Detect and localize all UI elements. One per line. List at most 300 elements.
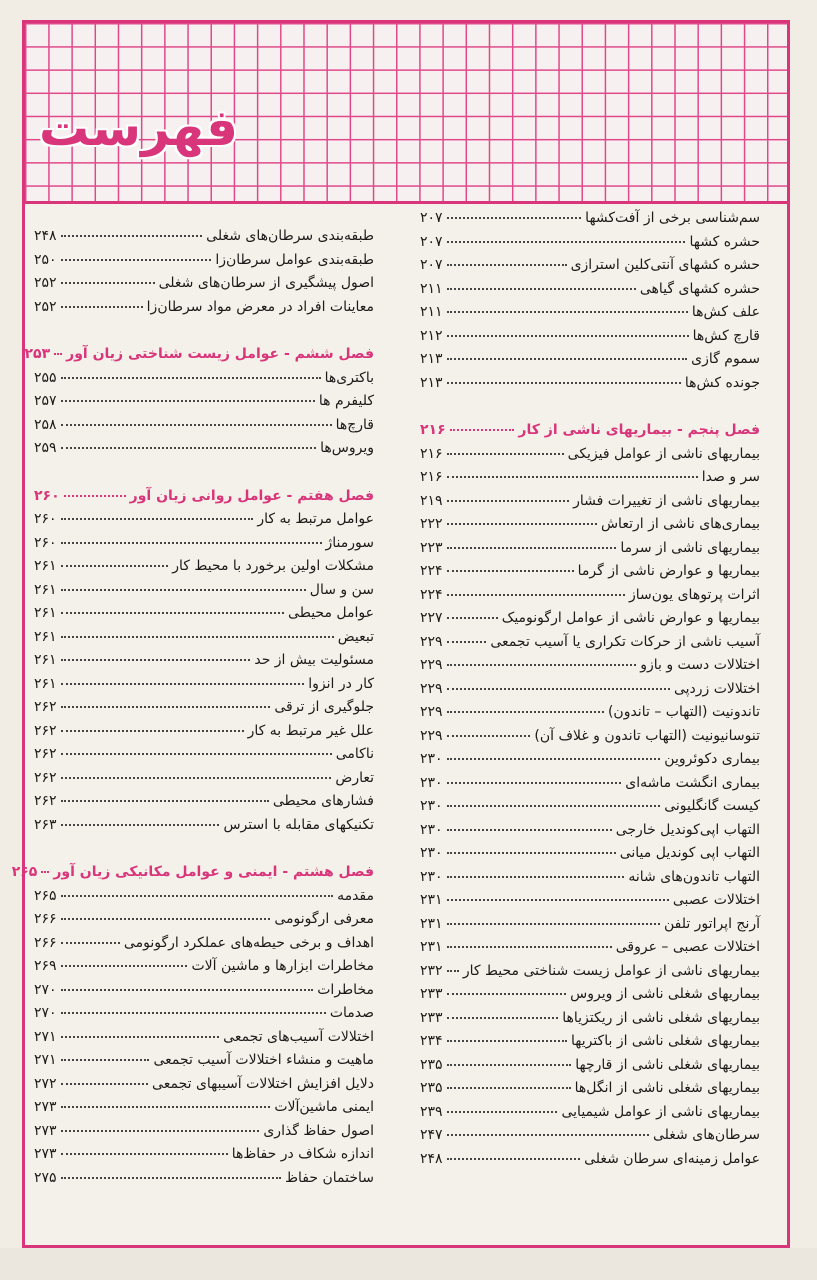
toc-entry-title: اصول حفاظ گذاری <box>263 1122 374 1139</box>
toc-entry-title: بیماریهای ناشی از عوامل شیمیایی <box>561 1103 760 1120</box>
dot-leader <box>61 1106 271 1108</box>
dot-leader <box>447 453 564 455</box>
toc-entry-title: فصل هفتم - عوامل روانی زیان آور <box>129 487 374 504</box>
dot-leader <box>447 993 567 995</box>
toc-page-number: ۲۶۰ <box>34 534 57 551</box>
toc-entry[interactable] <box>34 535 374 559</box>
toc-entry-title: تاندونیت (التهاب – تاندون) <box>607 704 760 720</box>
toc-entry[interactable] <box>420 446 760 470</box>
toc-page-number: ۲۷۱ <box>34 1028 57 1045</box>
toc-entry[interactable] <box>34 817 374 841</box>
dot-leader <box>447 358 688 360</box>
toc-entry[interactable] <box>34 1076 374 1100</box>
toc-entry-title: تبعیض <box>337 628 374 645</box>
toc-page-number: ۲۲۷ <box>420 610 443 626</box>
dot-leader <box>61 565 169 567</box>
toc-chapter-heading[interactable] <box>420 422 760 446</box>
toc-entry-title: ساختمان حفاظ <box>285 1169 374 1186</box>
dot-leader <box>447 946 612 948</box>
toc-entry-title: بیماری‌های ناشی از ارتعاش <box>600 516 760 532</box>
toc-page-number: ۲۷۲ <box>34 1075 57 1092</box>
toc-entry-title: باکتری‌ها <box>324 369 374 386</box>
toc-entry[interactable] <box>34 1170 374 1194</box>
toc-entry[interactable] <box>420 869 760 893</box>
toc-entry-title: التهاب تاندون‌های شانه <box>628 868 760 885</box>
page-title: فهرست <box>39 99 238 157</box>
toc-entry-title: کلیفرم ها <box>318 393 374 409</box>
toc-entry[interactable] <box>420 257 760 281</box>
toc-page-number: ۲۳۵ <box>420 1056 443 1073</box>
toc-entry-title: طبقه‌بندی سرطان‌های شغلی <box>206 228 374 244</box>
toc-entry-title: سن و سال <box>309 581 374 598</box>
toc-entry-title: بیماریهای شغلی ناشی از قارچها <box>575 1056 760 1073</box>
toc-entry-title: قارچ‌ها <box>335 416 374 433</box>
dot-leader <box>61 612 284 614</box>
toc-entry-title: معرفی ارگونومی <box>274 911 374 927</box>
toc-page-number: ۲۶۱ <box>34 581 57 598</box>
toc-page-number: ۲۲۴ <box>420 563 443 579</box>
toc-page-number: ۲۵۲ <box>34 275 57 291</box>
toc-page-number: ۲۶۲ <box>34 769 57 786</box>
toc-entry[interactable] <box>420 939 760 963</box>
dot-leader <box>61 1036 220 1038</box>
toc-entry[interactable] <box>34 228 374 252</box>
toc-entry-title: بیماری انگشت ماشه‌ای <box>625 774 760 791</box>
dot-leader <box>447 664 637 666</box>
dot-leader <box>447 547 617 549</box>
dot-leader <box>61 636 334 638</box>
toc-entry[interactable] <box>420 845 760 869</box>
toc-entry-title: علل غیر مرتبط به کار <box>247 722 374 739</box>
toc-entry-title: آرنج اپراتور تلفن <box>663 915 760 932</box>
toc-entry-title: اصول پیشگیری از سرطان‌های شغلی <box>158 275 374 291</box>
toc-page-number: ۲۳۲ <box>420 962 443 979</box>
toc-entry[interactable] <box>420 775 760 799</box>
toc-page-number: ۲۲۲ <box>420 516 443 532</box>
dot-leader <box>447 617 498 619</box>
toc-left-column <box>11 228 374 1193</box>
toc-right-column <box>420 210 760 1174</box>
toc-entry-title: مخاطرات <box>317 981 374 998</box>
toc-entry-title: اختلالات زردپی <box>673 680 760 697</box>
toc-entry[interactable] <box>34 911 374 935</box>
toc-entry-title: ناکامی <box>335 746 374 762</box>
dot-leader <box>64 495 126 497</box>
toc-page-number: ۲۵۹ <box>34 440 57 456</box>
dot-leader <box>61 235 203 237</box>
toc-page-number: ۲۲۹ <box>420 633 443 650</box>
toc-entry-title: بیماریهای شغلی ناشی از باکتریها <box>570 1033 760 1049</box>
dot-leader <box>61 659 251 661</box>
toc-page-number: ۲۳۱ <box>420 915 443 932</box>
dot-leader <box>61 282 155 284</box>
dot-leader <box>447 1087 571 1089</box>
toc-entry-title: سموم گازی <box>691 351 760 367</box>
toc-entry[interactable] <box>420 375 760 399</box>
toc-entry-title: اختلالات عصبی <box>672 892 760 908</box>
dot-leader <box>447 594 625 596</box>
toc-entry-title: اندازه شکاف در حفاظ‌ها <box>231 1146 374 1162</box>
toc-entry-title: بیماریهای ناشی از سرما <box>620 539 760 556</box>
toc-page-number: ۲۱۲ <box>420 327 443 344</box>
toc-entry[interactable] <box>420 892 760 916</box>
toc-entry[interactable] <box>34 1123 374 1147</box>
toc-entry[interactable] <box>420 516 760 540</box>
toc-page-number: ۲۶۵ <box>34 887 57 904</box>
toc-entry[interactable] <box>34 629 374 653</box>
toc-page-number: ۲۶۱ <box>34 605 57 621</box>
dot-leader <box>447 641 487 643</box>
toc-page-number: ۲۶۰ <box>34 511 57 527</box>
toc-page-number: ۲۵۷ <box>34 393 57 409</box>
toc-page-number: ۲۳۱ <box>420 939 443 955</box>
toc-entry-title: بیماریهای ناشی از عوامل زیست شناختی محیط کار <box>462 962 760 979</box>
toc-chapter-heading[interactable] <box>24 346 374 370</box>
toc-entry[interactable] <box>420 751 760 775</box>
toc-entry[interactable] <box>34 605 374 629</box>
toc-entry[interactable] <box>420 587 760 611</box>
toc-entry-title: حشره کشهای گیاهی <box>639 280 760 297</box>
toc-page-number: ۲۳۰ <box>420 868 443 885</box>
dot-leader <box>61 542 322 544</box>
toc-page-number: ۲۶۲ <box>34 722 57 739</box>
dot-leader <box>61 1130 260 1132</box>
toc-entry-title: جونده کش‌ها <box>684 374 760 391</box>
toc-page-number: ۲۳۳ <box>420 986 443 1002</box>
toc-entry-title: سر و صدا <box>701 469 760 485</box>
toc-page-number: ۲۶۲ <box>34 793 57 809</box>
toc-entry-title: صدمات <box>329 1005 374 1021</box>
toc-entry[interactable] <box>420 1151 760 1175</box>
toc-entry[interactable] <box>420 610 760 634</box>
toc-entry[interactable] <box>420 634 760 658</box>
toc-page-number: ۲۳۰ <box>420 751 443 767</box>
toc-entry-title: مخاطرات ابزارها و ماشین آلات <box>191 958 374 974</box>
toc-entry[interactable] <box>420 351 760 375</box>
toc-entry[interactable] <box>420 986 760 1010</box>
dot-leader <box>447 311 688 313</box>
dot-leader <box>61 1059 150 1061</box>
dot-leader <box>447 688 670 690</box>
toc-page-number: ۲۶۱ <box>34 558 57 574</box>
toc-page-number: ۲۶۱ <box>34 652 57 668</box>
toc-entry[interactable] <box>420 704 760 728</box>
toc-entry-title: کیست گانگلیونی <box>664 798 760 814</box>
toc-page-number: ۲۳۰ <box>420 821 443 838</box>
toc-entry[interactable] <box>420 210 760 234</box>
toc-entry-title: معاینات افراد در معرض مواد سرطان‌زا <box>146 298 374 315</box>
toc-page-number: ۲۲۹ <box>420 704 443 720</box>
dot-leader <box>447 241 686 243</box>
dot-leader <box>61 730 244 732</box>
toc-page-number: ۲۵۳ <box>24 346 51 362</box>
toc-entry[interactable] <box>420 798 760 822</box>
dot-leader <box>447 1017 559 1019</box>
toc-entry[interactable] <box>34 299 374 323</box>
toc-entry[interactable] <box>420 1080 760 1104</box>
toc-entry[interactable] <box>420 1127 760 1151</box>
toc-page-number: ۲۶۲ <box>34 699 57 715</box>
toc-chapter-heading[interactable] <box>34 488 374 512</box>
dot-leader <box>61 918 271 920</box>
toc-entry[interactable] <box>34 370 374 394</box>
toc-entry-title: حشره کشها <box>689 233 760 250</box>
toc-page-number: ۲۶۵ <box>11 864 38 880</box>
toc-entry-title: قارچ کش‌ها <box>692 327 760 344</box>
toc-page-number: ۲۳۴ <box>420 1033 443 1049</box>
dot-leader <box>61 377 321 379</box>
toc-entry[interactable] <box>34 1029 374 1053</box>
toc-page-number: ۲۰۷ <box>420 233 443 250</box>
toc-entry[interactable] <box>420 1057 760 1081</box>
dot-leader <box>450 429 515 431</box>
toc-entry[interactable] <box>34 440 374 464</box>
toc-page-number: ۲۳۱ <box>420 892 443 908</box>
toc-page-number: ۲۲۹ <box>420 680 443 697</box>
toc-page-number: ۲۳۹ <box>420 1103 443 1120</box>
toc-entry[interactable] <box>34 723 374 747</box>
dot-leader <box>61 753 332 755</box>
toc-entry-title: بیماریهای ناشی از عوامل فیزیکی <box>567 445 760 462</box>
page-bottom-margin <box>0 1248 817 1280</box>
toc-entry-title: طبقه‌بندی عوامل سرطان‌زا <box>215 251 374 268</box>
toc-entry-title: مشکلات اولین برخورد با محیط کار <box>172 558 374 574</box>
dot-leader <box>447 1111 558 1113</box>
toc-entry-title: فصل ششم - عوامل زیست شناختی زیان آور <box>66 346 374 362</box>
dot-leader <box>61 306 143 308</box>
section-gap <box>34 464 374 488</box>
toc-entry[interactable] <box>420 281 760 305</box>
toc-page-number: ۲۳۵ <box>420 1080 443 1096</box>
toc-entry[interactable] <box>420 1033 760 1057</box>
toc-entry-title: سرطان‌های شغلی <box>653 1127 760 1143</box>
toc-entry[interactable] <box>420 822 760 846</box>
toc-entry-title: علف کش‌ها <box>691 304 760 320</box>
toc-entry[interactable] <box>420 963 760 987</box>
dot-leader <box>447 711 604 713</box>
dot-leader <box>447 1064 572 1066</box>
toc-entry-title: کار در انزوا <box>308 675 374 692</box>
section-gap <box>34 840 374 864</box>
toc-entry[interactable] <box>420 563 760 587</box>
dot-leader <box>447 1134 649 1136</box>
dot-leader <box>447 829 612 831</box>
toc-page-number: ۲۱۶ <box>420 422 446 438</box>
toc-entry-title: اختلالات عصبی – عروقی <box>615 939 760 955</box>
toc-page-number: ۲۶۳ <box>34 816 57 833</box>
dot-leader <box>447 500 570 502</box>
dot-leader <box>61 259 212 261</box>
toc-page-number: ۲۷۳ <box>34 1122 57 1139</box>
toc-entry-title: اثرات پرتوهای یون‌ساز <box>628 586 760 603</box>
dot-leader <box>447 899 669 901</box>
toc-page-number: ۲۱۶ <box>420 469 443 485</box>
toc-entry[interactable] <box>34 746 374 770</box>
toc-page-number: ۲۱۱ <box>420 304 443 320</box>
toc-entry[interactable] <box>420 469 760 493</box>
toc-entry[interactable] <box>34 935 374 959</box>
toc-page-number: ۲۷۳ <box>34 1099 57 1115</box>
toc-page-number: ۲۷۳ <box>34 1146 57 1162</box>
toc-entry[interactable] <box>420 681 760 705</box>
toc-entry[interactable] <box>34 1099 374 1123</box>
toc-entry-title: تکنیکهای مقابله با استرس <box>223 816 374 833</box>
toc-page-number: ۲۲۹ <box>420 727 443 744</box>
toc-entry-title: ماهیت و منشاء اختلالات آسیب تجمعی <box>153 1052 374 1068</box>
dot-leader <box>447 264 567 266</box>
toc-page-number: ۲۱۳ <box>420 374 443 391</box>
toc-page-number: ۲۴۸ <box>34 228 57 244</box>
toc-entry[interactable] <box>34 982 374 1006</box>
dot-leader <box>61 400 315 402</box>
dot-leader <box>447 217 582 219</box>
toc-page-number: ۲۶۶ <box>34 911 57 927</box>
toc-entry-title: التهاب اپی‌کوندیل خارجی <box>615 821 760 838</box>
toc-entry[interactable] <box>420 493 760 517</box>
toc-entry[interactable] <box>34 699 374 723</box>
dot-leader <box>447 570 574 572</box>
toc-entry[interactable] <box>34 793 374 817</box>
toc-entry-title: بیماریهای شغلی ناشی از ریکتزیاها <box>562 1009 760 1026</box>
toc-entry-title: بیماریهای شغلی ناشی از انگل‌ها <box>574 1080 760 1096</box>
toc-entry-title: تنوسانیونیت (التهاب تاندون و غلاف آن) <box>534 727 760 744</box>
toc-entry-title: آسیب ناشی از حرکات تکراری یا آسیب تجمعی <box>490 633 760 650</box>
toc-entry[interactable] <box>420 234 760 258</box>
toc-entry[interactable] <box>420 304 760 328</box>
dot-leader <box>61 447 317 449</box>
toc-entry[interactable] <box>420 916 760 940</box>
toc-page-number: ۲۰۷ <box>420 210 443 226</box>
toc-entry[interactable] <box>34 1005 374 1029</box>
dot-leader <box>41 871 49 873</box>
toc-entry-title: دلایل افزایش اختلالات آسیبهای تجمعی <box>152 1075 374 1092</box>
dot-leader <box>61 989 314 991</box>
dot-leader <box>61 895 334 897</box>
toc-entry[interactable] <box>34 676 374 700</box>
toc-entry-title: تعارض <box>335 769 374 786</box>
toc-entry-title: ایمنی ماشین‌آلات <box>274 1099 374 1115</box>
toc-page-number: ۲۱۱ <box>420 280 443 297</box>
dot-leader <box>447 758 661 760</box>
toc-entry[interactable] <box>420 728 760 752</box>
dot-leader <box>61 424 332 426</box>
toc-entry[interactable] <box>420 657 760 681</box>
toc-page-number: ۲۳۰ <box>420 774 443 791</box>
dot-leader <box>447 735 531 737</box>
toc-entry-title: فصل پنجم - بیماریهای ناشی از کار <box>518 422 760 438</box>
dot-leader <box>447 523 597 525</box>
toc-page-number: ۲۵۵ <box>34 369 57 386</box>
toc-entry-title: جلوگیری از ترقی <box>274 699 374 715</box>
toc-entry[interactable] <box>420 1010 760 1034</box>
dot-leader <box>447 335 689 337</box>
toc-entry-title: سورمناژ <box>325 534 374 551</box>
toc-page-number: ۲۶۰ <box>34 487 60 504</box>
toc-page-number: ۲۳۳ <box>420 1009 443 1026</box>
dot-leader <box>61 1153 228 1155</box>
toc-entry[interactable] <box>34 652 374 676</box>
toc-chapter-heading[interactable] <box>11 864 374 888</box>
dot-leader <box>447 476 698 478</box>
toc-page-number: ۲۶۲ <box>34 746 57 762</box>
toc-entry[interactable] <box>34 393 374 417</box>
toc-entry[interactable] <box>34 582 374 606</box>
toc-page-number: ۲۷۵ <box>34 1169 57 1186</box>
toc-entry-title: عوامل زمینه‌ای سرطان شغلی <box>584 1150 760 1167</box>
toc-page-number: ۲۷۰ <box>34 981 57 998</box>
dot-leader <box>447 288 636 290</box>
toc-entry[interactable] <box>34 1146 374 1170</box>
toc-entry-title: بیماریهای ناشی از تغییرات فشار <box>573 492 760 509</box>
toc-page-number: ۲۰۷ <box>420 257 443 273</box>
toc-entry[interactable] <box>34 417 374 441</box>
toc-page-number: ۲۵۰ <box>34 251 57 268</box>
dot-leader <box>61 1083 148 1085</box>
toc-page-number: ۲۱۳ <box>420 351 443 367</box>
header-divider <box>25 201 787 204</box>
toc-page-number: ۲۱۹ <box>420 492 443 509</box>
toc-entry[interactable] <box>34 1052 374 1076</box>
dot-leader <box>447 970 459 972</box>
section-gap <box>34 322 374 346</box>
toc-entry-title: التهاب اپی کوندیل میانی <box>619 845 760 861</box>
toc-entry[interactable] <box>420 540 760 564</box>
dot-leader <box>61 777 332 779</box>
toc-entry-title: بیماری دکوئروین <box>664 751 760 767</box>
dot-leader <box>61 518 254 520</box>
dot-leader <box>447 782 622 784</box>
toc-entry-title: عوامل مرتبط به کار <box>257 511 374 527</box>
dot-leader <box>61 1177 282 1179</box>
toc-entry[interactable] <box>420 1104 760 1128</box>
toc-page-number: ۲۷۰ <box>34 1005 57 1021</box>
toc-entry[interactable] <box>34 770 374 794</box>
toc-entry-title: حشره کشهای آنتی‌کلین استرازی <box>570 257 760 273</box>
toc-entry[interactable] <box>34 558 374 582</box>
toc-entry[interactable] <box>34 511 374 535</box>
toc-entry[interactable] <box>34 958 374 982</box>
dot-leader <box>447 805 661 807</box>
dot-leader <box>61 683 305 685</box>
toc-page-number: ۲۱۶ <box>420 445 443 462</box>
toc-entry[interactable] <box>34 275 374 299</box>
toc-entry-title: فصل هشتم - ایمنی و عوامل مکانیکی زیان آور <box>53 864 374 880</box>
dot-leader <box>61 706 271 708</box>
dot-leader <box>61 965 188 967</box>
toc-entry[interactable] <box>34 888 374 912</box>
toc-page-number: ۲۳۰ <box>420 845 443 861</box>
toc-entry[interactable] <box>420 328 760 352</box>
toc-entry-title: اختلالات آسیب‌های تجمعی <box>223 1028 374 1045</box>
toc-page-number: ۲۴۸ <box>420 1150 443 1167</box>
toc-entry-title: بیماریها و عوارض ناشی از عوامل ارگونومیک <box>501 610 760 626</box>
dot-leader <box>447 923 660 925</box>
toc-entry-title: بیماریها و عوارض ناشی از گرما <box>577 563 760 579</box>
toc-page-number: ۲۵۸ <box>34 416 57 433</box>
dot-leader <box>61 589 306 591</box>
toc-entry-title: اختلالات دست و بازو <box>640 657 760 673</box>
toc-entry[interactable] <box>34 252 374 276</box>
toc-entry-title: مسئولیت بیش از حد <box>254 652 374 668</box>
toc-entry-title: فشارهای محیطی <box>272 793 374 809</box>
dot-leader <box>447 382 681 384</box>
dot-leader <box>61 824 220 826</box>
toc-page-number: ۲۲۳ <box>420 539 443 556</box>
toc-page-number: ۲۶۱ <box>34 628 57 645</box>
dot-leader <box>447 1040 567 1042</box>
dot-leader <box>447 1158 581 1160</box>
dot-leader <box>54 353 62 355</box>
